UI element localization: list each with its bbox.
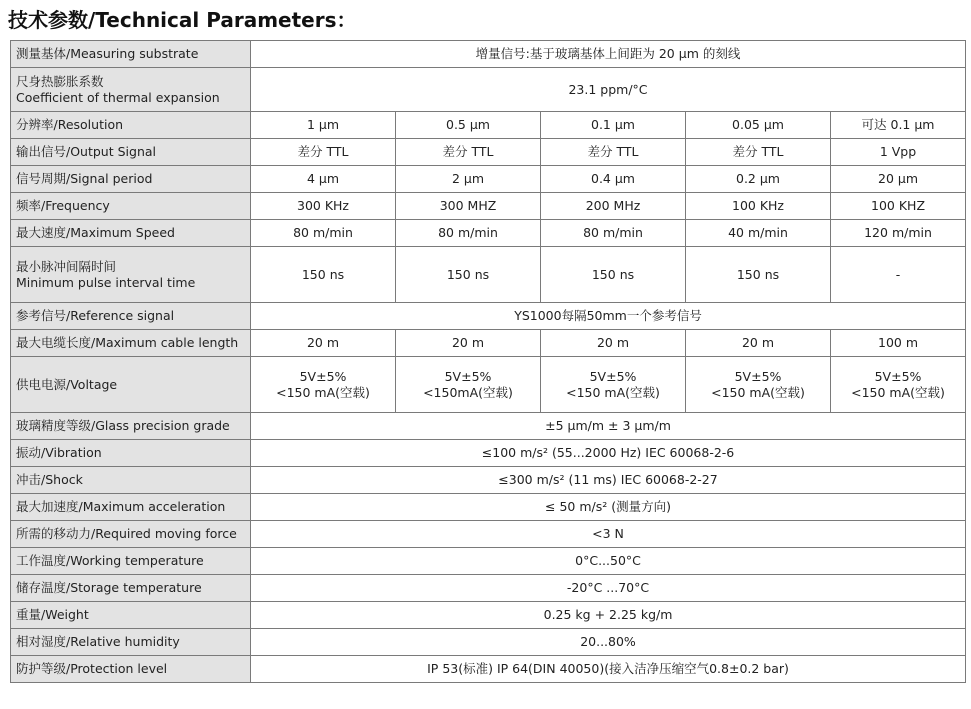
row-label-line: 参考信号/Reference signal: [16, 308, 175, 323]
table-row: [11, 521, 966, 548]
value-line: 4 µm: [306, 171, 340, 186]
value-cell: [396, 166, 541, 193]
row-label: [11, 330, 251, 357]
value-line: <150mA(空载): [423, 384, 513, 400]
value-line: 200 MHz: [585, 198, 641, 213]
table-row: [11, 41, 966, 68]
table-row: [11, 357, 966, 413]
value-cell: [686, 193, 831, 220]
row-label-line: 防护等级/Protection level: [16, 661, 168, 676]
value-cell: [831, 357, 966, 413]
value-cell: [831, 247, 966, 303]
value-cell: [251, 68, 966, 112]
value-cell: [251, 357, 396, 413]
value-cell: [251, 521, 966, 548]
value-line: 80 m/min: [293, 225, 353, 240]
row-label: [11, 629, 251, 656]
value-cell: [251, 166, 396, 193]
value-line: <150 mA(空载): [851, 384, 945, 400]
value-line: 5V±5%: [734, 368, 782, 384]
value-line: 80 m/min: [438, 225, 498, 240]
value-line: -20°C ...70°C: [566, 580, 650, 595]
value-cell: [396, 330, 541, 357]
value-cell: [251, 112, 396, 139]
value-cell: [831, 193, 966, 220]
value-line: 0.25 kg + 2.25 kg/m: [543, 607, 673, 622]
value-line: 100 m: [878, 335, 919, 350]
value-line: 0°C...50°C: [575, 553, 641, 568]
table-row: [11, 139, 966, 166]
row-label-line: 最大速度/Maximum Speed: [16, 225, 175, 240]
row-label-line: 最大加速度/Maximum acceleration: [16, 499, 226, 514]
value-cell: [251, 467, 966, 494]
value-line: 0.4 µm: [591, 171, 635, 186]
value-cell: [251, 494, 966, 521]
value-line: <150 mA(空载): [711, 384, 805, 400]
value-line: ≤300 m/s² (11 ms) IEC 60068-2-27: [498, 472, 718, 487]
value-cell: [686, 220, 831, 247]
table-row: [11, 575, 966, 602]
value-line: 差分 TTL: [732, 144, 784, 159]
value-line: 20...80%: [580, 634, 636, 649]
row-label-line: 分辨率/Resolution: [16, 117, 124, 132]
row-label-line: Coefficient of thermal expansion: [16, 89, 220, 105]
table-row: [11, 68, 966, 112]
value-line: 150 ns: [591, 266, 635, 282]
table-row: [11, 220, 966, 247]
table-row: [11, 494, 966, 521]
value-cell: [541, 166, 686, 193]
value-cell: [251, 247, 396, 303]
value-cell: [396, 357, 541, 413]
table-row: [11, 656, 966, 683]
value-line: 20 m: [741, 335, 775, 350]
row-label: [11, 193, 251, 220]
value-line: 20 m: [306, 335, 340, 350]
value-cell: [686, 166, 831, 193]
row-label: [11, 467, 251, 494]
value-line: <150 mA(空载): [276, 384, 370, 400]
row-label-line: 冲击/Shock: [16, 472, 83, 487]
row-label: [11, 521, 251, 548]
table-row: [11, 413, 966, 440]
value-cell: [251, 575, 966, 602]
value-line: 0.5 µm: [446, 117, 490, 132]
table-row: [11, 166, 966, 193]
table-row: [11, 303, 966, 330]
value-cell: [251, 139, 396, 166]
value-line: 增量信号:基于玻璃基体上间距为 20 µm 的刻线: [475, 46, 741, 61]
value-line: 差分 TTL: [297, 144, 349, 159]
row-label: [11, 220, 251, 247]
page-title: 技术参数/Technical Parameters：: [8, 8, 357, 32]
value-cell: [541, 330, 686, 357]
value-cell: [251, 220, 396, 247]
value-line: 5V±5%: [444, 368, 492, 384]
row-label-line: 最小脉冲间隔时间: [16, 258, 117, 274]
value-cell: [251, 440, 966, 467]
value-line: IP 53(标准) IP 64(DIN 40050)(接入洁净压缩空气0.8±0.2 bar): [427, 661, 789, 676]
row-label-line: 测量基体/Measuring substrate: [16, 46, 199, 61]
value-cell: [831, 139, 966, 166]
row-label-line: 尺身热膨胀系数: [16, 73, 104, 89]
value-line: 差分 TTL: [442, 144, 494, 159]
value-cell: [251, 330, 396, 357]
value-cell: [686, 330, 831, 357]
value-line: 5V±5%: [874, 368, 922, 384]
value-cell: [541, 112, 686, 139]
row-label-line: 振动/Vibration: [16, 445, 102, 460]
value-cell: [686, 357, 831, 413]
row-label-line: 重量/Weight: [16, 607, 89, 622]
value-line: 300 KHz: [297, 198, 349, 213]
row-label: [11, 303, 251, 330]
table-row: [11, 548, 966, 575]
row-label: [11, 548, 251, 575]
value-cell: [686, 139, 831, 166]
technical-parameters-table: [10, 40, 966, 683]
table-row: [11, 629, 966, 656]
table-row: [11, 247, 966, 303]
table-row: [11, 112, 966, 139]
value-line: 20 m: [451, 335, 485, 350]
row-label-line: 最大电缆长度/Maximum cable length: [16, 335, 239, 350]
value-line: 20 m: [596, 335, 630, 350]
value-cell: [396, 193, 541, 220]
row-label: [11, 112, 251, 139]
value-line: 5V±5%: [589, 368, 637, 384]
value-cell: [251, 303, 966, 330]
row-label: [11, 413, 251, 440]
value-cell: [831, 112, 966, 139]
value-line: 20 µm: [878, 171, 919, 186]
row-label-line: Minimum pulse interval time: [16, 274, 196, 290]
row-label-line: 频率/Frequency: [16, 198, 110, 213]
value-line: 1 Vpp: [879, 144, 917, 159]
value-cell: [686, 247, 831, 303]
value-line: 0.2 µm: [736, 171, 780, 186]
row-label: [11, 575, 251, 602]
value-line: 差分 TTL: [587, 144, 639, 159]
value-line: 120 m/min: [864, 225, 932, 240]
value-cell: [396, 247, 541, 303]
value-cell: [396, 139, 541, 166]
value-cell: [541, 220, 686, 247]
row-label: [11, 357, 251, 413]
row-label-line: 供电电源/Voltage: [16, 376, 118, 392]
value-line: 0.05 µm: [732, 117, 784, 132]
row-label: [11, 440, 251, 467]
value-line: 40 m/min: [728, 225, 788, 240]
row-label-line: 信号周期/Signal period: [16, 171, 153, 186]
value-cell: [396, 220, 541, 247]
value-line: ±5 µm/m ± 3 µm/m: [545, 418, 671, 433]
table-row: [11, 467, 966, 494]
row-label: [11, 166, 251, 193]
value-line: ≤ 50 m/s² (测量方向): [545, 499, 671, 514]
value-cell: [251, 602, 966, 629]
value-cell: [831, 330, 966, 357]
value-cell: [541, 139, 686, 166]
value-cell: [831, 166, 966, 193]
value-line: 2 µm: [451, 171, 485, 186]
row-label: [11, 139, 251, 166]
table-row: [11, 602, 966, 629]
row-label-line: 储存温度/Storage temperature: [16, 580, 202, 595]
value-line: 300 MHZ: [439, 198, 497, 213]
value-line: 5V±5%: [299, 368, 347, 384]
value-line: -: [895, 266, 901, 282]
row-label-line: 工作温度/Working temperature: [16, 553, 204, 568]
value-cell: [831, 220, 966, 247]
table-row: [11, 440, 966, 467]
table-row: [11, 193, 966, 220]
value-line: YS1000每隔50mm一个参考信号: [514, 308, 702, 323]
value-line: 100 KHz: [732, 198, 784, 213]
row-label: [11, 656, 251, 683]
value-cell: [251, 413, 966, 440]
value-line: 150 ns: [301, 266, 345, 282]
value-line: 150 ns: [736, 266, 780, 282]
value-line: 150 ns: [446, 266, 490, 282]
value-cell: [251, 656, 966, 683]
row-label: [11, 41, 251, 68]
value-cell: [396, 112, 541, 139]
value-cell: [251, 548, 966, 575]
value-cell: [541, 357, 686, 413]
value-line: 100 KHZ: [871, 198, 926, 213]
row-label-line: 所需的移动力/Required moving force: [16, 526, 237, 541]
value-line: 1 µm: [306, 117, 340, 132]
row-label-line: 输出信号/Output Signal: [16, 144, 157, 159]
row-label: [11, 602, 251, 629]
value-line: 23.1 ppm/°C: [568, 81, 648, 97]
value-line: 可达 0.1 µm: [861, 117, 935, 132]
value-cell: [541, 193, 686, 220]
value-cell: [251, 41, 966, 68]
row-label-line: 相对湿度/Relative humidity: [16, 634, 180, 649]
value-line: 80 m/min: [583, 225, 643, 240]
value-line: <3 N: [592, 526, 624, 541]
value-cell: [541, 247, 686, 303]
value-cell: [686, 112, 831, 139]
row-label: [11, 68, 251, 112]
row-label-line: 玻璃精度等级/Glass precision grade: [16, 418, 230, 433]
value-line: <150 mA(空载): [566, 384, 660, 400]
value-cell: [251, 629, 966, 656]
value-line: 0.1 µm: [591, 117, 635, 132]
row-label: [11, 494, 251, 521]
value-line: ≤100 m/s² (55...2000 Hz) IEC 60068-2-6: [481, 445, 735, 460]
row-label: [11, 247, 251, 303]
table-row: [11, 330, 966, 357]
value-cell: [251, 193, 396, 220]
